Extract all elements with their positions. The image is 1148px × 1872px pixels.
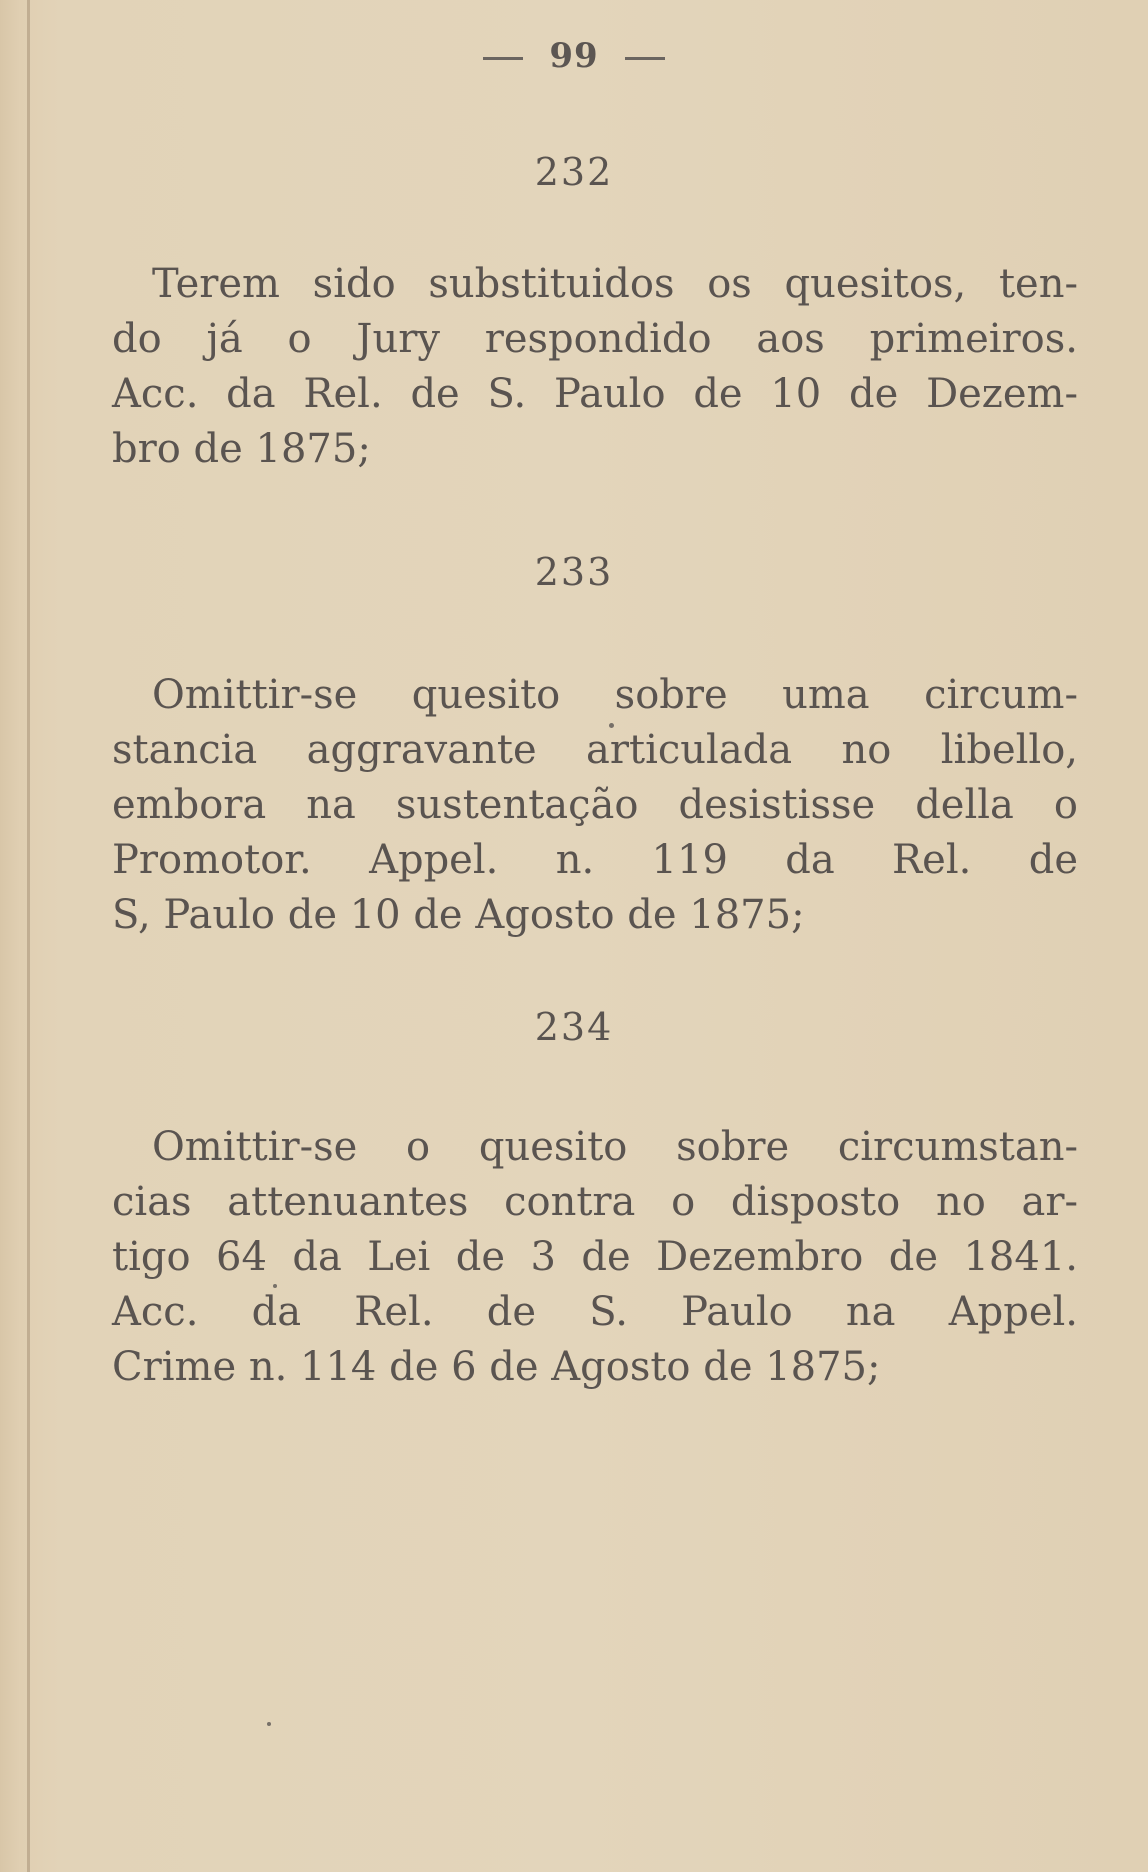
text-line: tigo 64 da Lei de 3 de Dezembro de 1841.	[112, 1234, 1078, 1280]
text-line: stancia aggravante articulada no libello,	[112, 727, 1078, 773]
text-line: Crime n. 114 de 6 de Agosto de 1875;	[112, 1344, 881, 1390]
entry-paragraph	[112, 1120, 1078, 1395]
text-line: bro de 1875;	[112, 426, 371, 472]
text-line: Acc. da Rel. de S. Paulo na Appel.	[112, 1289, 1078, 1335]
text-line: Promotor. Appel. n. 119 da Rel. de	[112, 837, 1078, 883]
text-line: do já o Jury respondido aos primeiros.	[112, 316, 1078, 362]
header-dash-right	[625, 57, 665, 60]
header-dash-left	[483, 57, 523, 60]
entry-paragraph	[112, 668, 1078, 943]
text-line: Terem sido substituidos os quesitos, ten-	[152, 261, 1078, 307]
text-line: cias attenuantes contra o disposto no ar-	[112, 1179, 1078, 1225]
text-line: Acc. da Rel. de S. Paulo de 10 de Dezem-	[112, 371, 1078, 417]
entry-number: 234	[534, 1005, 614, 1049]
entry-paragraph	[112, 257, 1078, 477]
entry-number: 232	[534, 150, 614, 194]
print-speck	[267, 1722, 271, 1726]
entry-number: 233	[534, 550, 614, 594]
text-line: S, Paulo de 10 de Agosto de 1875;	[112, 892, 805, 938]
text-line: embora na sustentação desistisse della o	[112, 782, 1078, 828]
page-header	[0, 36, 1148, 76]
print-speck	[273, 1284, 277, 1288]
page-number: 99	[549, 36, 599, 76]
page-gutter-line	[27, 0, 30, 1872]
text-line: Omittir-se quesito sobre uma circum-	[152, 672, 1078, 718]
text-line: Omittir-se o quesito sobre circumstan-	[152, 1124, 1078, 1170]
